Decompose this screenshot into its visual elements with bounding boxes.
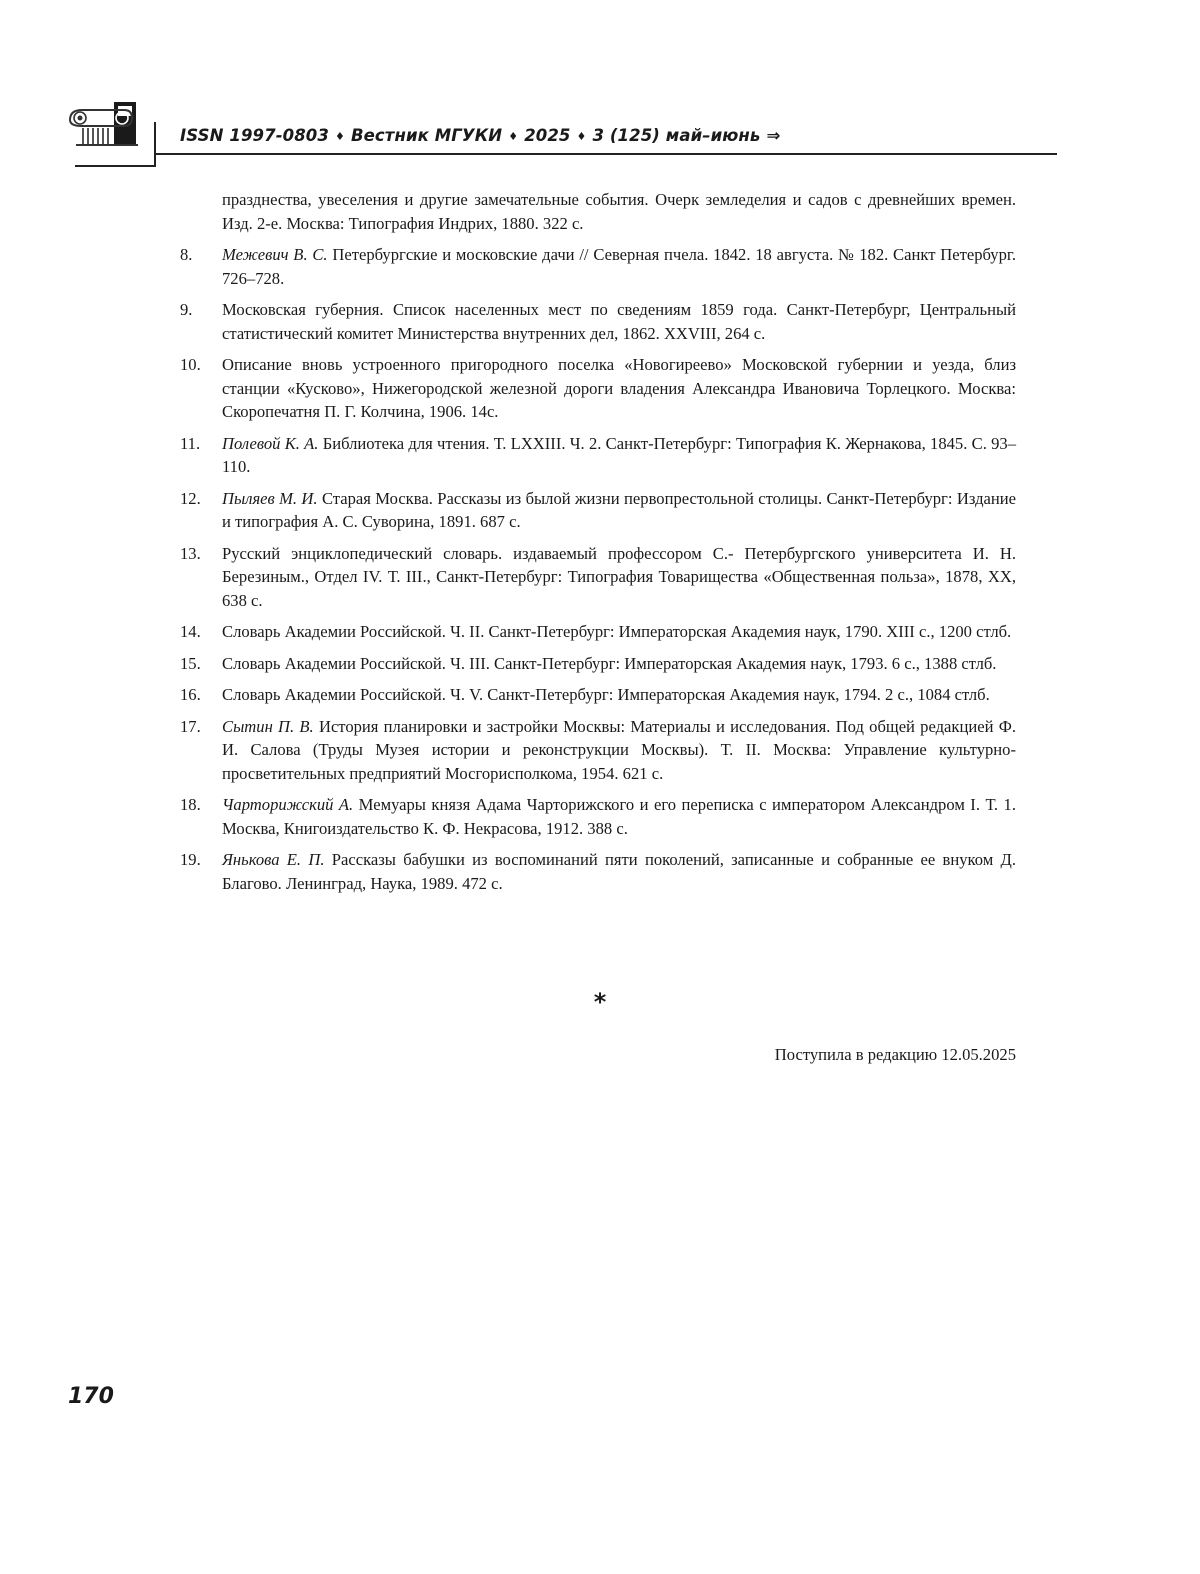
header-journal: Вестник МГУКИ: [350, 126, 503, 145]
received-date: Поступила в редакцию 12.05.2025: [774, 1045, 1016, 1064]
reference-author: Межевич В. С.: [222, 245, 328, 264]
reference-number: 16.: [180, 685, 201, 704]
reference-item: [180, 793, 1016, 840]
reference-body: Русский энциклопедический словарь. издаваемый профессором С.- Петербургского университета И. Н. Березиным., Отдел IV. Т. III., Санкт-Петербург: Типография Товарищества «Общественная польза», 1878, XX, 638 с.: [222, 543, 1016, 610]
running-header: [180, 126, 780, 145]
header-separator: ♦: [576, 130, 587, 143]
reference-number: 13.: [180, 543, 201, 563]
reference-author: Чарторижский А.: [222, 795, 354, 814]
reference-item: [180, 652, 1016, 676]
reference-body: Словарь Академии Российской. Ч. III. Санкт-Петербург: Императорская Академия наук, 1793. 6 с., 1388 стлб.: [222, 653, 997, 673]
reference-number: 15.: [180, 653, 201, 673]
reference-body: Описание вновь устроенного пригородного поселка «Новогиреево» Московской губернии и уезда, близ станции «Кусково», Нижегородской железной дороги владения Александра Ивановича Торлецкого. Москва: Скоропечатня П. Г. Колчина, 1906. 14с.: [222, 355, 1016, 421]
reference-author: Полевой К. А.: [222, 433, 319, 453]
header-separator: ♦: [508, 130, 519, 143]
reference-body: Словарь Академии Российской. Ч. II. Санкт-Петербург: Императорская Академия наук, 1790. XIII с., 1200 стлб.: [222, 622, 1012, 641]
reference-number: 14.: [180, 622, 201, 641]
reference-continuation: празднества, увеселения и другие замечательные события. Очерк земледелия и садов с древнейших времен. Изд. 2-е. Москва: Типография Индрих, 1880. 322 с.: [222, 190, 1016, 233]
reference-number: 10.: [180, 355, 201, 374]
reference-item: [180, 243, 1016, 290]
reference-item: [180, 715, 1016, 786]
reference-text: [222, 848, 1016, 895]
reference-number: 19.: [180, 850, 201, 869]
reference-body: Петербургские и московские дачи // Северная пчела. 1842. 18 августа. № 182. Санкт Петербург. 726–728.: [222, 245, 1016, 288]
reference-list-section: [180, 188, 1016, 903]
reference-text: [222, 432, 1016, 479]
reference-item: [180, 542, 1016, 613]
page-number: 170: [68, 1384, 114, 1409]
reference-author: Сытин П. В.: [222, 716, 314, 736]
reference-item: [180, 353, 1016, 424]
reference-number: 17.: [180, 716, 201, 736]
reference-item: [180, 298, 1016, 345]
reference-text: [222, 353, 1016, 424]
reference-item: [180, 620, 1016, 644]
reference-body: Словарь Академии Российской. Ч. V. Санкт-Петербург: Императорская Академия наук, 1794. 2 с., 1084 стлб.: [222, 685, 990, 704]
reference-text: [222, 542, 1016, 613]
section-end-asterisk: *: [593, 988, 607, 1016]
reference-list: [180, 243, 1016, 895]
reference-text: [222, 620, 1016, 644]
reference-author: Янькова Е. П.: [222, 850, 325, 869]
header-rule: [154, 153, 1057, 155]
header-issn: ISSN 1997-0803: [180, 126, 329, 145]
reference-body: Московская губерния. Список населенных мест по сведениям 1859 года. Санкт-Петербург, Центральный статистический комитет Министерства внутренних дел, 1862. XXVIII, 264 с.: [222, 300, 1016, 343]
reference-text: [222, 683, 1016, 707]
reference-text: [222, 652, 1016, 676]
reference-item: [180, 848, 1016, 895]
reference-author: Пыляев М. И.: [222, 488, 318, 508]
arrow-icon: ⇒: [766, 126, 781, 145]
reference-number: 18.: [180, 795, 201, 814]
reference-text: [222, 487, 1016, 534]
reference-text: [222, 243, 1016, 290]
reference-text: [222, 298, 1016, 345]
header-lower-rule: [75, 165, 156, 167]
reference-text: [222, 793, 1016, 840]
reference-body: Библиотека для чтения. Т. LXXIII. Ч. 2. Санкт-Петербург: Типография К. Жернакова, 1845. С. 93–110.: [222, 433, 1016, 476]
reference-number: 9.: [180, 300, 193, 319]
reference-number: 8.: [180, 245, 193, 264]
reference-body: Рассказы бабушки из воспоминаний пяти поколений, записанные и собранные ее внуком Д. Благово. Ленинград, Наука, 1989. 472 с.: [222, 850, 1016, 893]
header-year: 2025: [524, 126, 571, 145]
reference-body: Мемуары князя Адама Чарторижского и его переписка с императором Александром I. Т. 1. Москва, Книгоиздательство К. Ф. Некрасова, 1912. 388 с.: [222, 795, 1016, 838]
reference-text: [222, 715, 1016, 786]
header-separator: ♦: [334, 130, 345, 143]
reference-number: 12.: [180, 488, 201, 508]
reference-item: [180, 432, 1016, 479]
reference-body: История планировки и застройки Москвы: Материалы и исследования. Под общей редакцией Ф. И. Салова (Труды Музея истории и реконструкции Москвы). Т. II. Москва: Управление культурно-просветительных предприятий Мосгорисполкома, 1954. 621 с.: [222, 716, 1016, 783]
journal-logo-icon: [62, 98, 162, 168]
reference-body: Старая Москва. Рассказы из былой жизни первопрестольной столицы. Санкт-Петербург: Издание и типография А. С. Суворина, 1891. 687 с.: [222, 488, 1017, 531]
reference-number: 11.: [180, 433, 201, 453]
header-vertical-rule: [154, 122, 156, 166]
reference-item: [180, 683, 1016, 707]
reference-item: [180, 487, 1016, 534]
header-issue: 3 (125) май–июнь: [592, 126, 761, 145]
